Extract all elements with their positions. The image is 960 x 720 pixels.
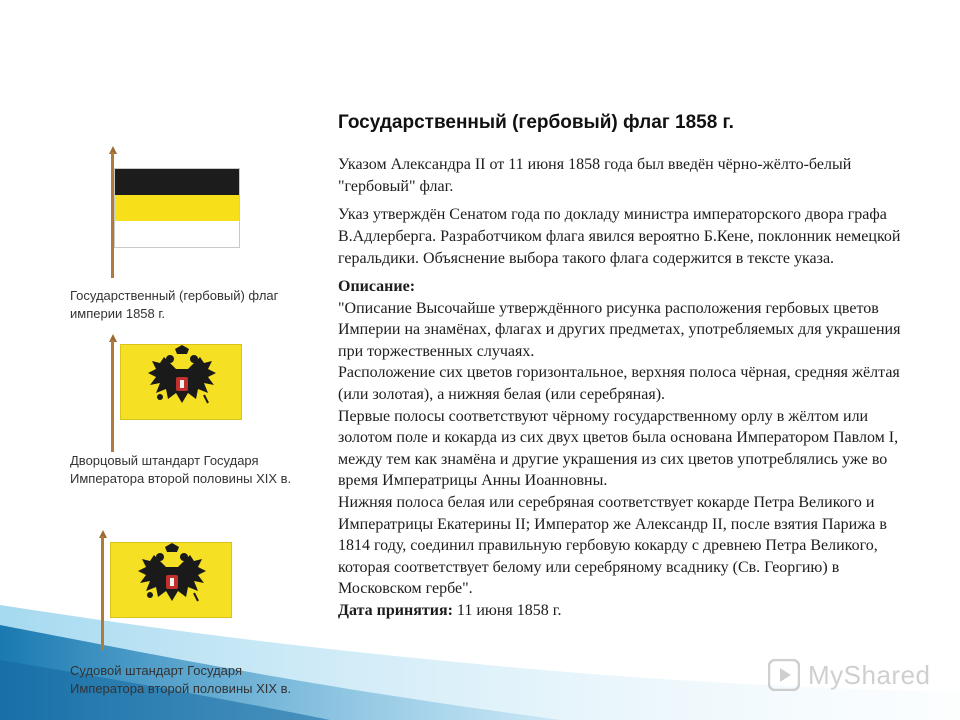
black-stripe [115, 169, 239, 195]
description-line: "Описание Высочайше утверждённого рисунка расположения гербовых цветов Империи на знамёнах, флагах и других предметах, употребляемых для украшения при торжественных случаях. [338, 299, 901, 360]
decree-paragraph: Указ утверждён Сенатом года по докладу министра императорского двора графа В.Адлерберга. Разработчиком флага явился вероятно Б.Кене, поклонник немецкой геральдики. Объяснение выбора такого флага содержится в тексте указа. [338, 206, 901, 267]
caption-flag3: Судовой штандарт Государя Императора второй половины XIX в. [70, 663, 292, 696]
main-text-column [338, 112, 913, 622]
adoption-label: Дата принятия: [338, 601, 453, 619]
double-headed-eagle-icon [121, 345, 243, 421]
double-headed-eagle-icon [111, 543, 233, 619]
caption-flag2: Дворцовый штандарт Государя Императора второй половины XIX в. [70, 453, 292, 486]
white-stripe [115, 221, 239, 247]
watermark-text: MyShared [808, 659, 931, 690]
palace-standard-flag [108, 334, 248, 452]
adoption-value: 11 июня 1858 г. [456, 601, 562, 619]
description-line: Первые полосы соответствуют чёрному государственному орлу в жёлтом или золотом поле и кокарда из сих двух цветов была основана Императором Павлом I, между тем как знамёна и другие украшения из сих цветов употреблялись уже во время Императрицы Анны Иоанновны. [338, 407, 899, 490]
description-label: Описание: [338, 278, 416, 295]
description-block [338, 276, 913, 622]
intro-paragraph: Указом Александра II от 11 июня 1858 года был введён чёрно-жёлто-белый "гербовый" флаг. [338, 156, 852, 195]
ship-standard-flag [98, 530, 238, 650]
description-line: Нижняя полоса белая или серебряная соответствует кокарде Петра Великого и Императрицы Екатерины II; Император же Александр II, после взятия Парижа в 1814 году, соединил правильную гербовую кокарду с древнею Петра Великого, которая соответствует белому или серебряному всаднику (Св. Георгию) в Московском гербе". [338, 493, 887, 598]
caption-flag1: Государственный (гербовый) флаг империи 1858 г. [70, 288, 279, 321]
adoption-line [338, 600, 913, 622]
watermark [768, 654, 931, 696]
yellow-stripe [115, 195, 239, 221]
description-line: Расположение сих цветов горизонтальное, верхняя полоса чёрная, средняя жёлтая (или золотая), а нижняя белая (или серебряная). [338, 364, 900, 403]
play-logo-icon [768, 659, 800, 691]
tricolor-flag [108, 146, 248, 278]
page-title: Государственный (гербовый) флаг 1858 г. [338, 112, 734, 133]
